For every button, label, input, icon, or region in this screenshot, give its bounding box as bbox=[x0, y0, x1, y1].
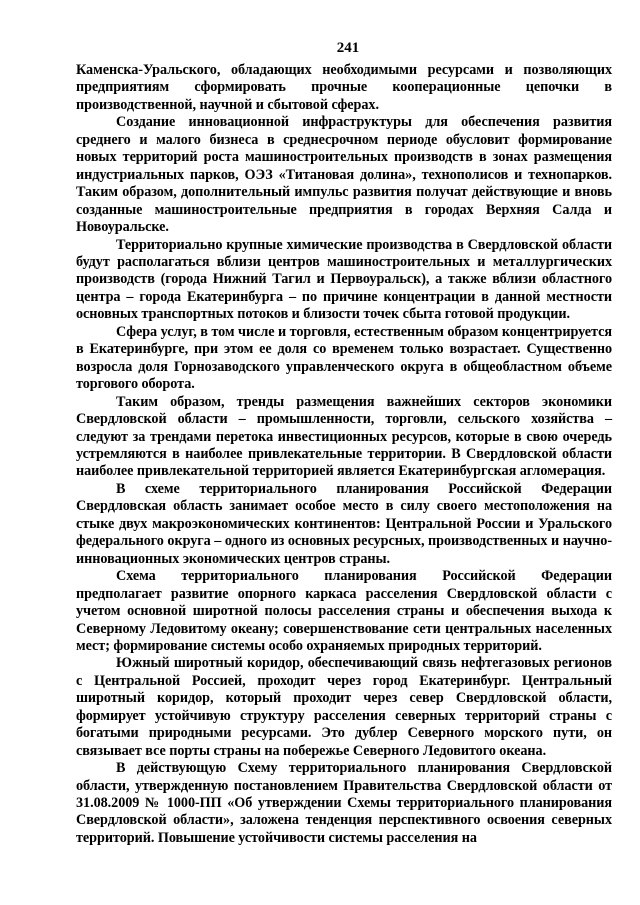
page-number: 241 bbox=[336, 40, 360, 56]
paragraph-federal-scheme: В схеме территориального планирования Российской Федерации Свердловская область занимает особое место в силу своего местоположения на стыке двух макроэкономических континентов: Центральной России и Уральского федерального округа – одного из основных ресурсных, производственных и научно-инновационных экономических центров страны. bbox=[76, 480, 612, 567]
paragraph-services-sector: Сфера услуг, в том числе и торговля, естественным образом концентрируется в Екатеринбурге, при этом ее доля со временем только возрастает. Существенно возросла доля Горнозаводского управленческого округа в общеобластном объеме торгового оборота. bbox=[76, 323, 612, 393]
paragraph-chemical-production: Территориально крупные химические производства в Свердловской области будут располагаться вблизи центров машиностроительных и металлургических производств (города Нижний Тагил и Первоуральск), а также вблизи областного центра – города Екатеринбурга – по причине концентрации в данной местности основных транспортных потоков и близости точек сбыта готовой продукции. bbox=[76, 236, 612, 323]
paragraph-latitudinal-corridor: Южный широтный коридор, обеспечивающий связь нефтегазовых регионов с Центральной Россией, проходит через город Екатеринбург. Центральный широтный коридор, который проходит через север Свердловской области, формирует устойчивую структуру расселения северных территорий страны с богатыми природными ресурсами. Это дублер Северного морского пути, он связывает все порты страны на побережье Северного Ледовитого океана. bbox=[76, 655, 612, 759]
paragraph-innovation-infrastructure: Создание инновационной инфраструктуры для обеспечения развития среднего и малого бизнеса в среднесрочном периоде обусловит формирование новых территорий роста машиностроительных производств в зонах размещения индустриальных парков, ОЭЗ «Титановая долина», технополисов и технопарков. Таким образом, дополнительный импульс развития получат действующие и вновь созданные машиностроительные предприятия в городах Верхняя Салда и Новоуральске. bbox=[76, 114, 612, 236]
paragraph-economic-trends: Таким образом, тренды размещения важнейших секторов экономики Свердловской области – промышленности, торговли, сельского хозяйства – следуют за трендами перетока инвестиционных ресурсов, которые в свою очередь устремляются в наиболее привлекательные территории. В Свердловской области наиболее привлекательной территорией является Екатеринбургская агломерация. bbox=[76, 393, 612, 480]
paragraph-regional-scheme: В действующую Схему территориального планирования Свердловской области, утвержденную постановлением Правительства Свердловской области от 31.08.2009 № 1000-ПП «Об утверждении Схемы территориального планирования Свердловской области», заложена тенденция перспективного освоения северных территорий. Повышение устойчивости системы расселения на bbox=[76, 760, 612, 846]
paragraph-continuation: Каменска-Уральского, обладающих необходимыми ресурсами и позволяющих предприятиям сформировать прочные кооперационные цепочки в производственной, научной и сбытовой сферах. bbox=[76, 62, 612, 113]
paragraph-settlement-framework: Схема территориального планирования Российской Федерации предполагает развитие опорного каркаса расселения Свердловской области с учетом основной широтной полосы расселения страны и обеспечения выхода к Северному Ледовитому океану; совершенствование сети центральных населенных мест; формирование системы особо охраняемых природных территорий. bbox=[76, 568, 612, 654]
